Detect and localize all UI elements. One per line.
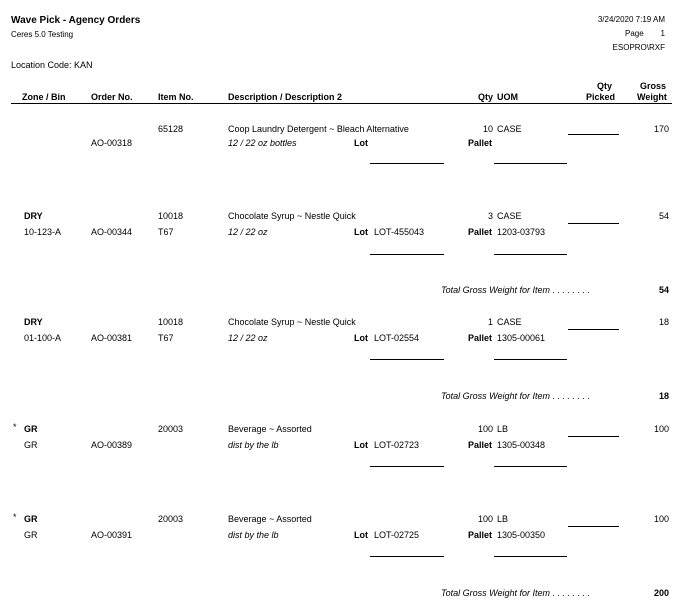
lot-value: LOT-02723 bbox=[374, 440, 420, 450]
description-2: 12 / 22 oz bbox=[228, 227, 268, 237]
col-qty: Qty bbox=[477, 92, 493, 102]
lot-blank bbox=[370, 254, 444, 255]
lot-blank bbox=[370, 556, 444, 557]
description-2: dist by the lb bbox=[228, 530, 279, 540]
item-no: 20003 bbox=[158, 514, 184, 524]
pallet-value: 1305-00350 bbox=[497, 530, 546, 540]
col-zone-bin: Zone / Bin bbox=[22, 92, 66, 102]
total-weight: 200 bbox=[653, 588, 669, 598]
lot-blank bbox=[370, 359, 444, 360]
lot-blank bbox=[370, 163, 444, 164]
lot-label: Lot bbox=[354, 138, 368, 148]
bin: 10-123-A bbox=[24, 227, 62, 237]
pallet-label: Pallet bbox=[468, 138, 493, 148]
item-no: 20003 bbox=[158, 424, 184, 434]
total-weight: 54 bbox=[658, 285, 669, 295]
location-code: Location Code: KAN bbox=[11, 60, 93, 70]
gross-weight: 100 bbox=[653, 424, 669, 434]
order-no: AO-00344 bbox=[91, 227, 133, 237]
lot-label: Lot bbox=[354, 440, 368, 450]
qty-picked-blank bbox=[568, 329, 619, 330]
col-gross-weight-2: Weight bbox=[637, 92, 667, 102]
qty-picked-blank bbox=[568, 134, 619, 135]
pallet-blank bbox=[494, 163, 567, 164]
total-label: Total Gross Weight for Item . . . . . . . . bbox=[441, 588, 591, 598]
pallet-blank bbox=[494, 254, 567, 255]
pallet-label: Pallet bbox=[468, 227, 493, 237]
lot-label: Lot bbox=[354, 333, 368, 343]
pallet-blank bbox=[494, 466, 567, 467]
pallet-value: 1305-00061 bbox=[497, 333, 546, 343]
item-no: 10018 bbox=[158, 317, 184, 327]
qty-picked-blank bbox=[568, 526, 619, 527]
order-no: AO-00381 bbox=[91, 333, 133, 343]
total-label: Total Gross Weight for Item . . . . . . . . bbox=[441, 391, 591, 401]
uom: CASE bbox=[497, 124, 522, 134]
uom: CASE bbox=[497, 211, 522, 221]
bin: GR bbox=[24, 440, 38, 450]
zone: DRY bbox=[24, 317, 43, 327]
item-no-2: T67 bbox=[158, 333, 174, 343]
order-no: AO-00389 bbox=[91, 440, 133, 450]
total-label: Total Gross Weight for Item . . . . . . . . bbox=[441, 285, 591, 295]
zone: DRY bbox=[24, 211, 43, 221]
gross-weight: 18 bbox=[658, 317, 669, 327]
gross-weight: 100 bbox=[653, 514, 669, 524]
report-title: Wave Pick - Agency Orders bbox=[11, 15, 141, 26]
report-user: ESOPRO\RXF bbox=[612, 43, 665, 52]
lot-value: LOT-02554 bbox=[374, 333, 420, 343]
bin: GR bbox=[24, 530, 38, 540]
item-no: 65128 bbox=[158, 124, 184, 134]
pallet-blank bbox=[494, 359, 567, 360]
item-no: 10018 bbox=[158, 211, 184, 221]
qty: 3 bbox=[487, 211, 493, 221]
col-item-no: Item No. bbox=[158, 92, 194, 102]
qty: 100 bbox=[477, 514, 493, 524]
lot-label: Lot bbox=[354, 530, 368, 540]
zone: GR bbox=[24, 424, 38, 434]
uom: LB bbox=[497, 424, 509, 434]
pallet-label: Pallet bbox=[468, 530, 493, 540]
description-2: 12 / 22 oz bottles bbox=[228, 138, 297, 148]
uom: LB bbox=[497, 514, 509, 524]
order-no: AO-00318 bbox=[91, 138, 133, 148]
page-label: Page bbox=[625, 29, 644, 38]
header-rule bbox=[11, 103, 672, 104]
zone: GR bbox=[24, 514, 38, 524]
lot-label: Lot bbox=[354, 227, 368, 237]
pallet-blank bbox=[494, 556, 567, 557]
report-subtitle: Ceres 5.0 Testing bbox=[11, 30, 74, 39]
description: Beverage ~ Assorted bbox=[228, 424, 312, 434]
bin: 01-100-A bbox=[24, 333, 62, 343]
priority-marker: * bbox=[13, 512, 17, 522]
pallet-label: Pallet bbox=[468, 333, 493, 343]
gross-weight: 170 bbox=[653, 124, 669, 134]
description: Chocolate Syrup ~ Nestle Quick bbox=[228, 317, 356, 327]
pallet-label: Pallet bbox=[468, 440, 493, 450]
pallet-value: 1305-00348 bbox=[497, 440, 546, 450]
order-no: AO-00391 bbox=[91, 530, 133, 540]
description: Coop Laundry Detergent ~ Bleach Alternative bbox=[228, 124, 409, 134]
report-datetime: 3/24/2020 7:19 AM bbox=[597, 15, 665, 24]
description: Beverage ~ Assorted bbox=[228, 514, 312, 524]
col-qty-picked-2: Picked bbox=[586, 92, 616, 102]
total-weight: 18 bbox=[658, 391, 669, 401]
col-description: Description / Description 2 bbox=[228, 92, 343, 102]
qty: 1 bbox=[487, 317, 493, 327]
lot-blank bbox=[370, 466, 444, 467]
description: Chocolate Syrup ~ Nestle Quick bbox=[228, 211, 356, 221]
uom: CASE bbox=[497, 317, 522, 327]
col-uom: UOM bbox=[497, 92, 518, 102]
description-2: dist by the lb bbox=[228, 440, 279, 450]
col-gross-weight-1: Gross bbox=[640, 81, 667, 91]
gross-weight: 54 bbox=[658, 211, 669, 221]
lot-value: LOT-455043 bbox=[374, 227, 425, 237]
lot-value: LOT-02725 bbox=[374, 530, 420, 540]
item-no-2: T67 bbox=[158, 227, 174, 237]
qty: 100 bbox=[477, 424, 493, 434]
page-number: 1 bbox=[660, 29, 665, 38]
qty-picked-blank bbox=[568, 223, 619, 224]
qty-picked-blank bbox=[568, 436, 619, 437]
description-2: 12 / 22 oz bbox=[228, 333, 268, 343]
priority-marker: * bbox=[13, 422, 17, 432]
col-order-no: Order No. bbox=[91, 92, 133, 102]
qty: 10 bbox=[482, 124, 493, 134]
col-qty-picked-1: Qty bbox=[597, 81, 613, 91]
pallet-value: 1203-03793 bbox=[497, 227, 546, 237]
